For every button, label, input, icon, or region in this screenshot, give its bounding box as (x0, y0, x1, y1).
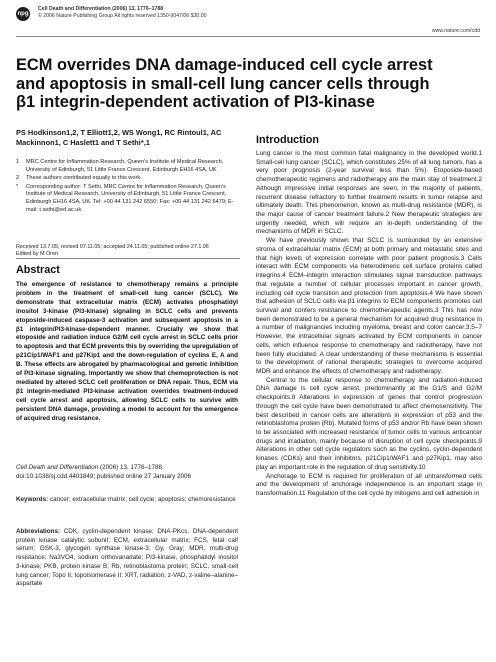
journal-line: Cell Death and Differentiation (2006) 13, 1776–1788 (38, 6, 164, 12)
intro-paragraph-3: Central to the cellular response to chemotherapy and radiation-induced DNA damage is cell cycle arrest, predominantly at the G1/S and G2/M checkpoints.8 Alterations in expression of genes that control progression through the cell cycle have been demonstrated to affect chemosensitivity. The best described in cancer cells are alterations in expression of p53 and the retinoblastoma protein (Rb). Mutated forms of p53 and/or Rb have been shown to be associated with increased resistance of tumor cells to various anticancer drugs and irradiation, mainly because of disruption of cell cycle checkpoints.9 Alterations in other cell cycle regulators such as the cyclins, cyclin-dependent kinases (CDKs) and their inhibitors, p21Cip1/WAF1 and p27Kip1, may also play an important role in the regulation of drug sensitivity.10 (256, 376, 482, 471)
title-line-2: and apoptosis in small-cell lung cancer cells through (16, 74, 430, 93)
header-text (38, 6, 207, 20)
intro-paragraph-4: Anchorage to ECM is required for proliferation of all untransformed cells and the development of anchorage independence is an important stage in transformation.11 Regulation of the cell cycle by mitogens and cell adhesion in (256, 472, 482, 498)
affiliation-mark: * (16, 183, 19, 190)
affiliation-text: These authors contributed equally to this work. (26, 175, 142, 182)
abbreviations-label: Abbreviations: (16, 528, 61, 535)
affiliations (16, 159, 240, 215)
abbreviations (16, 528, 238, 589)
title-line-3: β1 integrin-dependent activation of PI3-kinase (16, 93, 375, 112)
introduction-body (256, 150, 482, 499)
affiliation-2 (16, 175, 240, 183)
affiliation-mark: 1 (16, 159, 20, 165)
keywords (16, 496, 240, 505)
journal-url[interactable]: www.nature.com/cdd (431, 28, 480, 34)
citation-journal: Cell Death and Differentiation (16, 464, 99, 471)
abstract-text: The emergence of resistance to chemotherapy remains a principle problem in the treatment of small-cell lung cancer (SCLC). We demonstrate that extracellular matrix (ECM) activates phosphatidyl inositol 3-kinase (PI3-kinase) signaling in SCLC cells and prevents etoposide-induced caspase-3 activation and subsequent apoptosis in a β1 integrin/PI3-kinase-dependent manner. Crucially we show that etoposide and radiation induce G2/M cell cycle arrest in SCLC cells prior to apoptosis and that ECM prevents this by overriding the upregulation of p21Cip1/WAF1 and p27Kip1 and the down-regulation of cyclins E, A and B. These effects are abrogated by pharmacological and genetic inhibition of PI3-kinase signaling. Importantly we show that chemoprotection is not mediated by altered SCLC cell proliferation or DNA repair. Thus, ECM via β1 integrin-mediated PI3-kinase activation overrides treatment-induced cell cycle arrest and apoptosis, allowing SCLC cells to survive with persistent DNA damage, providing a model to account for the emergence of acquired drug resistance. (16, 281, 238, 422)
article-dates (16, 244, 240, 259)
article-citation (16, 464, 240, 481)
author-list (16, 128, 246, 148)
intro-paragraph-2: We have previously shown that SCLC is surrounded by an extensive stroma of extracellular matrix (ECM) at both primary and metastatic sites and that high levels of expression correlate with poor patient prognosis.3 Cells interact with ECM components via heterodimeric cell surface proteins called integrins.4 ECM–integrin interaction stimulates signal transduction pathways that regulate a number of cellular processes important in cancer growth, including cell cycle transition and protection from apoptosis.4 We have shown that adhesion of SCLC cells via β1 integrins to ECM components promotes cell survival and confers resistance to chemotherapeutic agents.3 This has now been demonstrated to be a general mechanism for acquired drug resistance in a number of malignancies including myeloma, breast and colon cancer.3,5–7 However, the intracellular signals activated by ECM components in cancer cells, which influence response to chemotherapy and radiotherapy, have not been fully elucidated. A clear understanding of these mechanisms is essential to the development of rational therapeutic strategies to overcome acquired MDR and enhance the effects of chemotherapy and radiotherapy. (256, 237, 482, 375)
introduction-heading: Introduction (256, 134, 319, 146)
article-title (16, 56, 486, 112)
intro-paragraph-1: Lung cancer is the most common fatal malignancy in the developed world.1 Small-cell lung cancer (SCLC), which constitutes 25% of all lung tumors, has a very poor prognosis (2-year survival less than 5%). Etoposide-based chemotherapeutic regimens and radiotherapy are the main stay of treatment.2 Although impressive initial responses are seen, in the majority of patients, recurrent disease refractory to further treatment results in tumor relapse and ultimately death. This phenomenon, known as multi-drug resistance (MDR), is the major cause of cancer treatment failure.2 New therapeutic strategies are urgently needed, which will require an in-depth understanding of the mechanisms of MDR in SCLC. (256, 150, 482, 236)
authors-text: PS Hodkinson1,2, T Elliott1,2, WS Wong1, RC Rintoul1, AC Mackinnon1, C Haslett1 and T Sethi*,1 (16, 128, 222, 147)
affiliation-mark: 2 (16, 175, 20, 182)
header-divider (16, 36, 480, 37)
copyright-line: © 2006 Nature Publishing Group All rights reserved 1350-9047/06 $30.00 (38, 13, 207, 19)
edited-by: Edited by M Oren (16, 251, 58, 258)
title-line-1: ECM overrides DNA damage-induced cell cycle arrest (16, 56, 433, 74)
journal-header (16, 6, 480, 36)
keywords-label: Keywords: (16, 496, 49, 503)
publisher-logo: npg (16, 7, 30, 21)
keywords-text: cancer; extracellular matrix; cell cycle; apoptosis; chemoresistance (48, 496, 236, 503)
affiliation-1 (16, 159, 240, 174)
corresponding-author (16, 184, 240, 214)
citation-details: (2006) 13, 1776–1788. doi:10.1038/sj.cdd.4401849; published online 27 January 2006 (16, 464, 192, 480)
section-divider (16, 258, 240, 259)
received-dates: Received 13.7.05; revised 07.11.05; accepted 24.11.05; published online 27.1.06 (16, 244, 209, 250)
abbreviations-text: CDK, cyclin-dependent kinase; DNA-PKcs, DNA-dependent protein kinase catalytic subunit; ECM, extracellular matrix; FCS, fetal calf serum; GSK-3, glycogen synthase kinase-3; Gy, Gray; MDR, multi-drug resistance; Na3VO4, sodium orthovanadate; PI3-kinase, phosphatidyl inositol 3-kinase; PKB, protein kinase B; Rb, retinoblastoma protein; SCLC, small-cell lung cancer; Topo II, topoisomerase II; XRT, radiation; z-VAD, z-valine–alanine–aspartate (16, 528, 238, 588)
affiliation-text: MRC Centre for Inflammation Research, Queen's Institute of Medical Research, University of Edinburgh, 51 Little France Crescent, Edinburgh EH16 4SA, UK (26, 159, 224, 173)
affiliation-text: Corresponding author: T Sethi, MRC Centre for Inflammation Research, Queen's Institute of Medical Research, University of Edinburgh, 51 Little France Crescent, Edinburgh EH16 4SA, UK. Tel: +00 44 131 242 6550; Fax: +00 44 131 242 6479; E-mail: t.sethi@ed.ac.uk (26, 183, 234, 213)
abstract-heading: Abstract (16, 264, 60, 276)
